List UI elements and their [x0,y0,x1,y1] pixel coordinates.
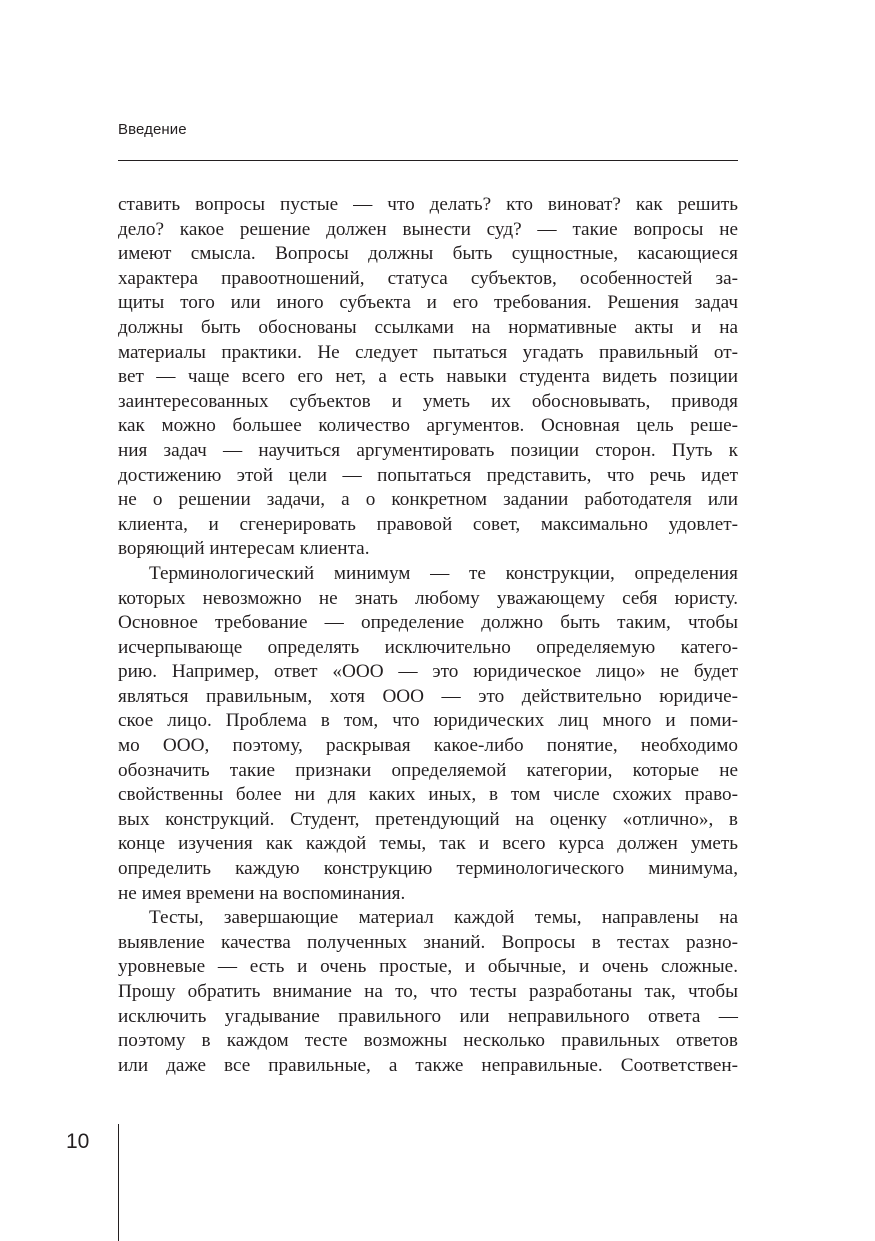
text-line: Основное требование — определение должно быть таким, чтобы [118,612,738,634]
text-line: мо ООО, поэтому, раскрывая какое-либо понятие, необходимо [118,735,738,757]
text-line: являться правильным, хотя ООО — это действительно юридиче- [118,685,738,707]
header-rule [118,160,738,161]
text-line: Прошу обратить внимание на то, что тесты разработаны так, чтобы [118,981,738,1002]
text-line: имеют смысла. Вопросы должны быть сущностные, касающиеся [118,243,738,265]
text-line: исключить угадывание правильного или неправильного ответа — [118,1005,738,1027]
text-line: свойственны более ни для каких иных, в том числе схожих право- [118,784,738,806]
text-line: определить каждую конструкцию терминологического минимума, [118,858,738,880]
text-line: не о решении задачи, а о конкретном задании работодателя или [118,489,738,511]
text-line: клиента, и сгенерировать правовой совет, максимально удовлет- [118,513,738,535]
text-line: обозначить такие признаки определяемой категории, которые не [118,759,738,781]
text-line: не имея времени на воспоминания. [118,882,406,904]
text-line: щиты того или иного субъекта и его требования. Решения задач [118,292,738,314]
text-line: характера правоотношений, статуса субъектов, особенностей за- [118,267,738,289]
text-line: заинтересованных субъектов и уметь их обосновывать, приводя [118,390,738,412]
text-line: исчерпывающе определять исключительно определяемую катего- [118,636,738,658]
text-line: Тесты, завершающие материал каждой темы, направлены на [149,907,738,929]
text-line: поэтому в каждом тесте возможны несколько правильных ответов [118,1030,738,1052]
text-line: должны быть обоснованы ссылками на нормативные акты и на [118,316,738,338]
text-line: ния задач — научиться аргументировать позиции сторон. Путь к [118,439,738,461]
text-line: достижению этой цели — попытаться представить, что речь идет [118,464,738,486]
text-line: как можно большее количество аргументов. Основная цель реше- [118,415,738,437]
paragraph-3 [118,906,738,1078]
text-line: Терминологический минимум — те конструкции, определения [149,562,738,584]
text-line: вых конструкций. Студент, претендующий на оценку «отлично», в [118,808,738,830]
text-line: которых невозможно не знать любому уважающему себя юристу. [118,587,738,609]
text-line: ставить вопросы пустые — что делать? кто виноват? как решить [118,194,738,215]
text-line: дело? какое решение должен вынести суд? — такие вопросы не [118,218,738,240]
paragraph-1 [118,193,738,562]
text-line: конце изучения как каждой темы, так и всего курса должен уметь [118,833,738,855]
text-line: вет — чаще всего его нет, а есть навыки студента видеть позиции [118,366,738,388]
page-number: 10 [66,1130,90,1153]
running-head: Введение [118,121,187,138]
text-line: ское лицо. Проблема в том, что юридических лиц много и поми- [118,710,738,732]
margin-rule [118,1124,119,1241]
text-line: выявление качества полученных знаний. Вопросы в тестах разно- [118,931,738,953]
paragraph-2 [118,562,738,906]
body-text [118,193,738,1078]
text-line: материалы практики. Не следует пытаться угадать правильный от- [118,341,738,363]
text-line: рию. Например, ответ «ООО — это юридическое лицо» не будет [118,661,738,683]
text-line: уровневые — есть и очень простые, и обычные, и очень сложные. [118,956,738,978]
text-line: воряющий интересам клиента. [118,538,370,560]
text-line: или даже все правильные, а также неправильные. Соответствен- [118,1054,738,1076]
